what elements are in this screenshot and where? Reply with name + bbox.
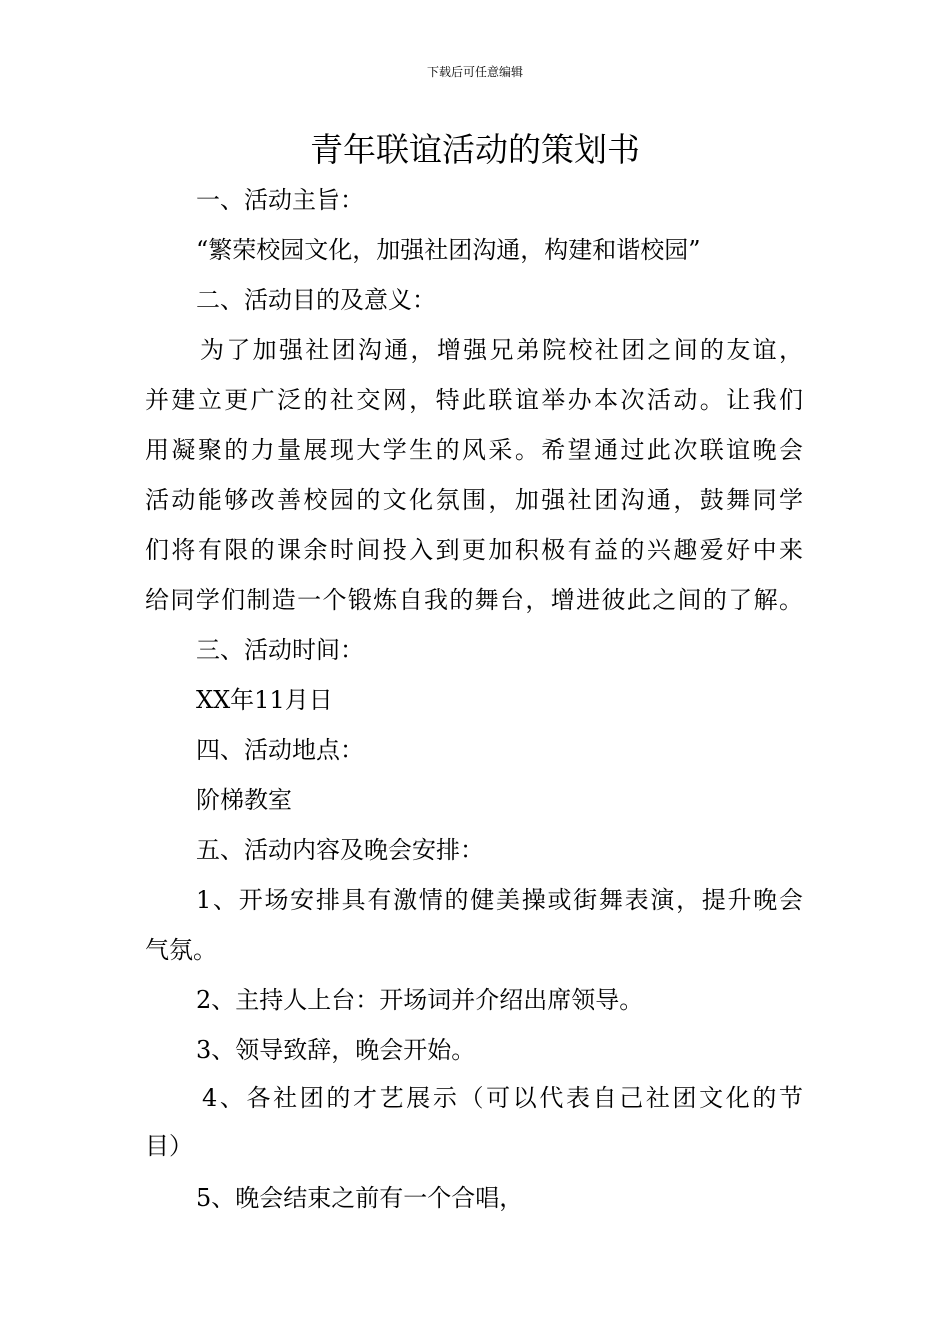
goal-paragraph-line-3: 用凝聚的力量展现大学生的风采。希望通过此次联谊晚会 bbox=[145, 436, 803, 464]
agenda-item-3: 3、领导致辞，晚会开始。 bbox=[196, 1036, 476, 1064]
slogan-line: “繁荣校园文化，加强社团沟通，构建和谐校园” bbox=[196, 236, 701, 264]
section-heading-content: 五、活动内容及晚会安排： bbox=[196, 836, 484, 864]
section-heading-location: 四、活动地点： bbox=[196, 736, 364, 764]
activity-date: XX年11月日 bbox=[196, 686, 333, 714]
agenda-item-5: 5、晚会结束之前有一个合唱， bbox=[196, 1184, 524, 1212]
goal-paragraph-line-4: 活动能够改善校园的文化氛围，加强社团沟通，鼓舞同学 bbox=[145, 486, 803, 514]
goal-paragraph-line-5: 们将有限的课余时间投入到更加积极有益的兴趣爱好中来 bbox=[145, 536, 803, 564]
agenda-item-2: 2、主持人上台：开场词并介绍出席领导。 bbox=[196, 986, 644, 1014]
header-note: 下载后可任意编辑 bbox=[426, 65, 523, 79]
agenda-item-4-line-2: 目） bbox=[145, 1132, 193, 1160]
agenda-item-1-line-2: 气氛。 bbox=[145, 936, 217, 964]
section-heading-time: 三、活动时间： bbox=[196, 636, 364, 664]
agenda-item-1-line-1: 1、开场安排具有激情的健美操或街舞表演，提升晚会 bbox=[196, 886, 803, 914]
section-heading-goal: 二、活动目的及意义： bbox=[196, 286, 436, 314]
activity-location: 阶梯教室 bbox=[196, 786, 292, 814]
section-heading-purpose: 一、活动主旨： bbox=[196, 186, 364, 214]
document-title: 青年联谊活动的策划书 bbox=[310, 130, 640, 169]
goal-paragraph-line-6: 给同学们制造一个锻炼自我的舞台，增进彼此之间的了解。 bbox=[145, 586, 803, 614]
goal-paragraph-line-2: 并建立更广泛的社交网，特此联谊举办本次活动。让我们 bbox=[145, 386, 803, 414]
goal-paragraph-line-1: 为了加强社团沟通，增强兄弟院校社团之间的友谊， bbox=[200, 336, 803, 364]
agenda-item-4-line-1: 4、各社团的才艺展示（可以代表自己社团文化的节 bbox=[202, 1084, 803, 1112]
